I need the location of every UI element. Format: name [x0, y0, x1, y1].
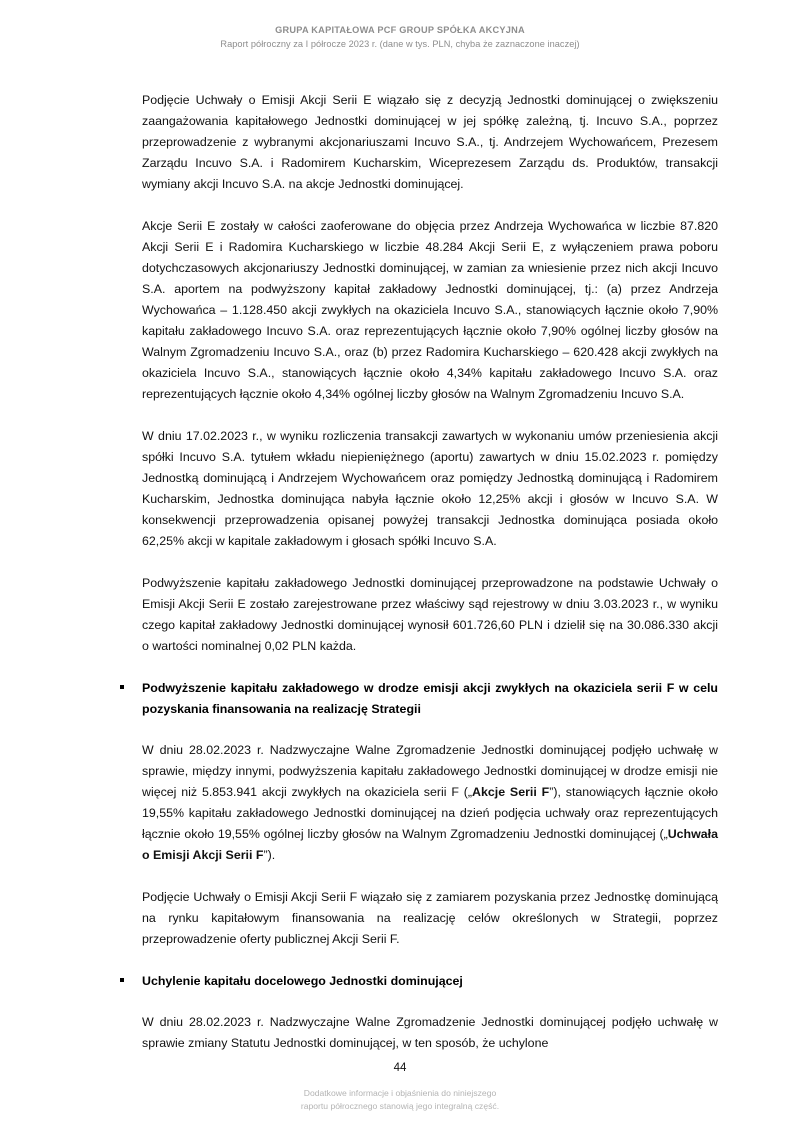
bullet-heading-label: Podwyższenie kapitału zakładowego w drodze emisji akcji zwykłych na okaziciela serii F w celu pozyskania finansowania na realizację Strategii: [142, 681, 718, 716]
bullet-heading-target-capital-repeal: [142, 971, 718, 992]
header-report-subtitle: Raport półroczny za I półrocze 2023 r. (dane w tys. PLN, chyba że zaznaczone inaczej): [220, 39, 580, 49]
paragraph-series-f-resolution: [142, 740, 718, 866]
page-content-column: [142, 90, 718, 1054]
paragraph-series-f-financing-purpose: Podjęcie Uchwały o Emisji Akcji Serii F wiązało się z zamiarem pozyskania przez Jednostkę dominującą na rynku kapitałowym finansowania na realizację celów określonych w Strategii, poprzez przeprowadzenie oferty publicznej Akcji Serii F.: [142, 890, 718, 946]
defined-term-akcje-serii-f: Akcje Serii F: [472, 785, 550, 799]
paragraph-statute-amendment: W dniu 28.02.2023 r. Nadzwyczajne Walne Zgromadzenie Jednostki dominującej podjęło uchwałę w sprawie zmiany Statutu Jednostki dominującej, w ten sposób, że uchylone: [142, 1015, 718, 1050]
paragraph-series-f-text-part-2: ”), stanowiących łącznie około 19,55% kapitału zakładowego Jednostki dominującej na dzień podjęcia uchwały oraz reprezentujących łącznie około 19,55% ogólnej liczby głosów na Walnym Zgromadzeniu Jednostki dominującej („: [142, 785, 719, 841]
page-number: 44: [393, 1062, 407, 1074]
paragraph-series-f-text-part-3: ”).: [263, 848, 276, 862]
paragraph-series-e-offering-details: Akcje Serii E zostały w całości zaoferowane do objęcia przez Andrzeja Wychowańca w liczbie 87.820 Akcji Serii E i Radomira Kucharskiego w liczbie 48.284 Akcji Serii E, z wyłączeniem prawa poboru dotychczasowych akcjonariuszy Jednostki dominującej, w zamian za wniesienie przez nich akcji Incuvo S.A. aportem na podwyższony kapitał zakładowy Jednostki dominującej, tj.: (a) przez Andrzeja Wychowańca – 1.128.450 akcji zwykłych na okaziciela Incuvo S.A., stanowiących łącznie około 7,90% kapitału zakładowego Incuvo S.A. oraz reprezentujących łącznie około 7,90% ogólnej liczby głosów na Walnym Zgromadzeniu Incuvo S.A., oraz (b) przez Radomira Kucharskiego – 620.428 akcji zwykłych na okaziciela Incuvo S.A., stanowiących łącznie około 4,34% kapitału zakładowego Incuvo S.A. oraz reprezentujących łącznie około 4,34% ogólnej liczby głosów na Walnym Zgromadzeniu Incuvo S.A.: [142, 219, 718, 401]
footer-line-1: Dodatkowe informacje i objaśnienia do niniejszego: [303, 1088, 497, 1098]
document-running-header: [0, 24, 800, 51]
bullet-heading-series-f-capital-increase: [142, 678, 718, 720]
paragraph-series-f-text-part-1: W dniu 28.02.2023 r. Nadzwyczajne Walne Zgromadzenie Jednostki dominującej podjęło uchwałę w sprawie, między innymi, podwyższenia kapitału zakładowego Jednostki dominującej w drodze emisji nie więcej niż 5.853.941 akcji zwykłych na okaziciela serii F („: [142, 743, 718, 799]
defined-term-uchwala-o-emisji-akcji-serii-f: Uchwała o Emisji Akcji Serii F: [142, 827, 718, 862]
square-bullet-icon: [120, 978, 124, 982]
header-company-name: GRUPA KAPITAŁOWA PCF GROUP SPÓŁKA AKCYJNA: [275, 25, 525, 35]
square-bullet-icon: [120, 685, 124, 689]
bullet-heading-label: Uchylenie kapitału docelowego Jednostki dominującej: [142, 974, 463, 988]
document-running-footer: [0, 1087, 800, 1112]
paragraph-series-e-capital-registration: Podwyższenie kapitału zakładowego Jednostki dominującej przeprowadzone na podstawie Uchwały o Emisji Akcji Serii E zostało zarejestrowane przez właściwy sąd rejestrowy w dniu 3.03.2023 r., w wyniku czego kapitał zakładowy Jednostki dominującej wynosił 601.726,60 PLN i dzielił się na 30.086.330 akcji o wartości nominalnej 0,02 PLN każda.: [142, 576, 718, 653]
footer-line-2: raportu półrocznego stanowią jego integralną część.: [300, 1100, 500, 1111]
paragraph-series-e-resolution-rationale: Podjęcie Uchwały o Emisji Akcji Serii E wiązało się z decyzją Jednostki dominującej o zwiększeniu zaangażowania kapitałowego Jednostki dominującej w jej spółkę zależną, tj. Incuvo S.A., poprzez przeprowadzenie z wybranymi akcjonariuszami Incuvo S.A., tj. Andrzejem Wychowańcem, Prezesem Zarządu Incuvo S.A. i Radomirem Kucharskim, Wiceprezesem Zarządu ds. Produktów, transakcji wymiany akcji Incuvo S.A. na akcje Jednostki dominującej.: [142, 93, 718, 191]
paragraph-incuvo-transaction-settlement: W dniu 17.02.2023 r., w wyniku rozliczenia transakcji zawartych w wykonaniu umów przeniesienia akcji spółki Incuvo S.A. tytułem wkładu niepieniężnego (aportu) zawartych w dniu 15.02.2023 r. pomiędzy Jednostką dominującą i Andrzejem Wychowańcem oraz pomiędzy Jednostką dominującą i Radomirem Kucharskim, Jednostka dominująca nabyła łącznie około 12,25% akcji i głosów w Incuvo S.A. W konsekwencji przeprowadzenia opisanej powyżej transakcji Jednostka dominująca posiada około 62,25% akcji w kapitale zakładowym i głosach spółki Incuvo S.A.: [142, 429, 718, 548]
